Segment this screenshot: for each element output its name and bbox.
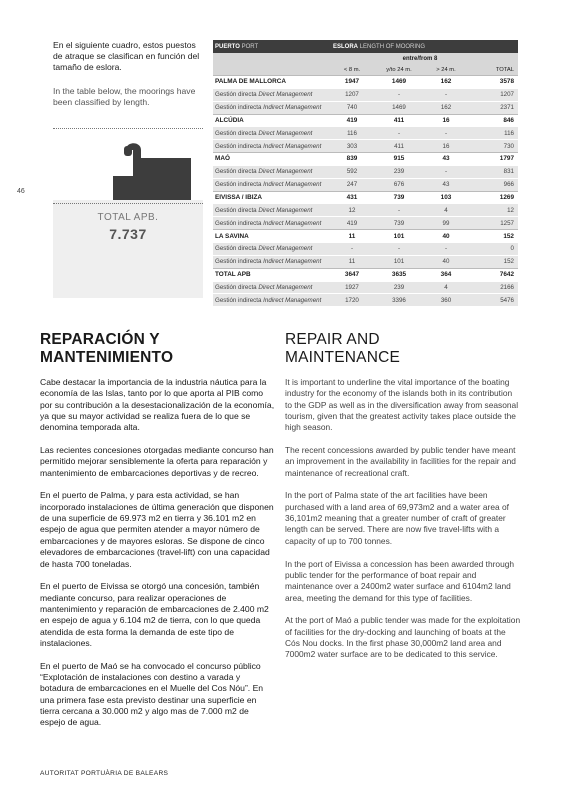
cell-value: - xyxy=(373,242,425,255)
indirect-label-es: Gestión indirecta xyxy=(215,296,262,304)
cell-value: 411 xyxy=(373,140,425,153)
direct-label-es: Gestión directa xyxy=(215,91,257,99)
cell-value: 419 xyxy=(331,217,373,230)
indirect-label-es: Gestión indirecta xyxy=(215,142,262,150)
cell-value: 431 xyxy=(331,191,373,204)
cell-value: 11 xyxy=(331,255,373,268)
table-row-indirect xyxy=(213,178,518,191)
direct-label-en: Direct Management xyxy=(258,168,313,176)
cell-value: 1947 xyxy=(331,76,373,89)
indirect-label-es: Gestión indirecta xyxy=(215,104,262,112)
column-header: < 8 m. xyxy=(331,64,373,76)
total-label: TOTAL APB. xyxy=(97,212,159,223)
mooring-bollard-icon xyxy=(53,136,203,202)
cell-value: 360 xyxy=(425,294,467,306)
cell-value: 101 xyxy=(373,255,425,268)
indirect-label-es: Gestión indirecta xyxy=(215,219,262,227)
table-row-direct xyxy=(213,204,518,217)
table-row-indirect xyxy=(213,140,518,153)
table-row-direct xyxy=(213,127,518,140)
cell-value: 3647 xyxy=(331,268,373,281)
cell-value: 303 xyxy=(331,140,373,153)
cell-value: 101 xyxy=(373,230,425,243)
paragraph: Las recientes concesiones otorgadas mediante concurso han permitido mejorar sensiblemente la oferta para reparación y mantenimiento de embarcaciones deportivas y de recreo. xyxy=(40,445,274,478)
cell-value: 4 xyxy=(425,204,467,217)
cell-value: - xyxy=(425,127,467,140)
port-name: TOTAL APB xyxy=(213,268,331,281)
cell-value: 3635 xyxy=(373,268,425,281)
cell-value: - xyxy=(331,242,373,255)
cell-value: 1469 xyxy=(373,101,425,114)
direct-label-en: Direct Management xyxy=(258,91,313,99)
indirect-label-es: Gestión indirecta xyxy=(215,181,262,189)
cell-value: 739 xyxy=(373,217,425,230)
cell-value: 16 xyxy=(425,140,467,153)
cell-value: 411 xyxy=(373,114,425,127)
intro-text-en: In the table below, the moorings have been classified by length. xyxy=(53,86,196,107)
cell-value: 2166 xyxy=(467,281,518,294)
cell-value: 831 xyxy=(467,165,518,178)
direct-label-en: Direct Management xyxy=(258,245,313,253)
cell-value: 3578 xyxy=(467,76,518,89)
total-value: 7.737 xyxy=(109,226,147,242)
cell-value: 40 xyxy=(425,255,467,268)
direct-label-en: Direct Management xyxy=(258,129,313,137)
section-title-en xyxy=(285,331,525,367)
cell-value: 1720 xyxy=(331,294,373,306)
direct-label-es: Gestión directa xyxy=(215,206,257,214)
port-name: LA SAVINA xyxy=(213,230,331,243)
cell-value: 12 xyxy=(467,204,518,217)
table-row-direct xyxy=(213,242,518,255)
cell-value: 11 xyxy=(331,230,373,243)
port-name: EIVISSA / IBIZA xyxy=(213,191,331,204)
table-row-port xyxy=(213,153,518,166)
cell-value: 152 xyxy=(467,230,518,243)
paragraph: In the port of Palma state of the art facilities have been purchased with a land area of 69,973m2 and a water area of 36,101m2 meaning that a greater number of craft of greater length can be served. There are now five travel-lifts with a capacity of up to 700 tonnes. xyxy=(285,490,509,546)
title-line: REPAIR AND xyxy=(285,331,380,348)
cell-value: 116 xyxy=(331,127,373,140)
length-header-en: LENGTH OF MOORING xyxy=(359,43,426,50)
between-header: entre/from 8 xyxy=(373,53,467,64)
cell-value: 16 xyxy=(425,114,467,127)
cell-value: 419 xyxy=(331,114,373,127)
direct-label-es: Gestión directa xyxy=(215,245,257,253)
paragraph: The recent concessions awarded by public tender have meant an improvement in the availability in facilities for the repair and maintenance of recreational craft. xyxy=(285,445,516,478)
cell-value: 43 xyxy=(425,153,467,166)
cell-value: 3396 xyxy=(373,294,425,306)
column-header: > 24 m. xyxy=(425,64,467,76)
table-row-indirect xyxy=(213,294,518,306)
cell-value: 4 xyxy=(425,281,467,294)
table-row-indirect xyxy=(213,217,518,230)
column-header: y/to 24 m. xyxy=(373,64,425,76)
body-text-es xyxy=(40,377,275,740)
cell-value: 846 xyxy=(467,114,518,127)
cell-value: 5476 xyxy=(467,294,518,306)
indirect-label-en: Indirect Management xyxy=(263,296,322,304)
cell-value: 239 xyxy=(373,281,425,294)
cell-value: - xyxy=(373,127,425,140)
direct-label-es: Gestión directa xyxy=(215,168,257,176)
table-subheader-row xyxy=(213,64,518,76)
cell-value: 247 xyxy=(331,178,373,191)
indirect-label-en: Indirect Management xyxy=(263,219,322,227)
footer-publisher: AUTORITAT PORTUÀRIA DE BALEARS xyxy=(40,770,169,777)
table-row-direct xyxy=(213,281,518,294)
title-line: MAINTENANCE xyxy=(285,349,401,366)
table-row-port xyxy=(213,114,518,127)
table-row-port xyxy=(213,76,518,89)
cell-value: 966 xyxy=(467,178,518,191)
port-name: PALMA DE MALLORCA xyxy=(213,76,331,89)
table-row-port xyxy=(213,268,518,281)
cell-value: 2371 xyxy=(467,101,518,114)
table-row-port xyxy=(213,230,518,243)
cell-value: 116 xyxy=(467,127,518,140)
cell-value: 730 xyxy=(467,140,518,153)
port-header-en: PORT xyxy=(241,43,259,50)
paragraph: In the port of Eivissa a concession has been awarded through public tender for the performance of boat repair and maintenance over a 2400m2 water surface and 6104m2 land area, meeting the demand for this type of facilities. xyxy=(285,558,515,603)
cell-value: 839 xyxy=(331,153,373,166)
table-row-indirect xyxy=(213,255,518,268)
cell-value: - xyxy=(373,204,425,217)
cell-value: 43 xyxy=(425,178,467,191)
direct-label-es: Gestión directa xyxy=(215,283,257,291)
table-row-direct xyxy=(213,88,518,101)
direct-label-en: Direct Management xyxy=(258,206,313,214)
divider xyxy=(53,203,203,204)
table-row-port xyxy=(213,191,518,204)
paragraph: At the port of Maó a public tender was made for the exploitation of facilities for the dry-docking and launching of boats at the Cós Nou docks. In the first phase 30,000m2 land area and 7000m2 water surface are to be dedicated to this service. xyxy=(285,615,521,660)
port-header: PUERTO xyxy=(215,43,240,50)
intro-text-es: En el siguiente cuadro, estos puestos de atraque se clasifican en función del tamaño de eslora. xyxy=(53,40,200,72)
indirect-label-es: Gestión indirecta xyxy=(215,258,262,266)
indirect-label-en: Indirect Management xyxy=(263,181,322,189)
cell-value: 1207 xyxy=(467,88,518,101)
indirect-label-en: Indirect Management xyxy=(263,258,322,266)
paragraph: En el puerto de Eivissa se otorgó una concesión, también mediante concurso, para realizar operaciones de mantenimiento y reparación de embarcaciones de 2.400 m2 en espejo de agua y 6.104 m2 de tierra, con lo que queda atendida de esta forma la demanda de este tipo de instalaciones. xyxy=(40,581,269,648)
cell-value: 740 xyxy=(331,101,373,114)
cell-value: 1257 xyxy=(467,217,518,230)
cell-value: 239 xyxy=(373,165,425,178)
cell-value: 1797 xyxy=(467,153,518,166)
paragraph: En el puerto de Palma, y para esta actividad, se han incorporado instalaciones de última generación que disponen de una superficie de 69.973 m2 en tierra y 36.101 m2 en espejo de agua que permiten atender a mayor número de embarcaciones y de mayores esloras. Se dispone de cinco elevadores de embarcaciones (travel-lift) con una capacidad de hasta 700 toneladas. xyxy=(40,490,274,569)
cell-value: 0 xyxy=(467,242,518,255)
cell-value: 103 xyxy=(425,191,467,204)
cell-value: 364 xyxy=(425,268,467,281)
cell-value: 12 xyxy=(331,204,373,217)
port-name: MAÓ xyxy=(213,153,331,166)
indirect-label-en: Indirect Management xyxy=(263,104,322,112)
cell-value: 915 xyxy=(373,153,425,166)
divider xyxy=(53,128,203,129)
paragraph: Cabe destacar la importancia de la industria náutica para la economía de las Islas, tanto por lo que aporta al PIB como por su contribución a la desestacionalización de la economía, ya que su mayor actividad se realiza fuera de lo que se denomina temporada alta. xyxy=(40,377,275,433)
cell-value: - xyxy=(425,88,467,101)
paragraph: En el puerto de Maó se ha convocado el concurso público “Explotación de instalaciones con destino a varada y botadura de embarcaciones en el Muelle del Cos Nóu”. En una primera fase esta previsto destinar una superficie en tierra cercana a 30.000 m2 y algo mas de 7.000 m2 de espejo de agua. xyxy=(40,660,264,728)
title-line: REPARACIÓN Y xyxy=(40,331,160,348)
table-header-row xyxy=(213,40,518,53)
body-text-en xyxy=(285,377,521,672)
paragraph: It is important to underline the vital importance of the boating industry for the economy of the islands both in its contribution to the GDP as well as in the diversification away from seasonal tourism, given that the greatest activity takes place outside the high season. xyxy=(285,377,519,433)
table-subheader-row xyxy=(213,53,518,64)
table-row-indirect xyxy=(213,101,518,114)
table-row-direct xyxy=(213,165,518,178)
direct-label-en: Direct Management xyxy=(258,283,313,291)
cell-value: 162 xyxy=(425,76,467,89)
cell-value: 1469 xyxy=(373,76,425,89)
section-title-es xyxy=(40,331,265,367)
column-header: TOTAL xyxy=(467,64,518,76)
cell-value: 7642 xyxy=(467,268,518,281)
cell-value: - xyxy=(373,88,425,101)
cell-value: 1207 xyxy=(331,88,373,101)
cell-value: 592 xyxy=(331,165,373,178)
moorings-table xyxy=(213,40,518,306)
cell-value: 40 xyxy=(425,230,467,243)
cell-value: 1269 xyxy=(467,191,518,204)
cell-value: 1927 xyxy=(331,281,373,294)
cell-value: 99 xyxy=(425,217,467,230)
port-name: ALCÚDIA xyxy=(213,114,331,127)
title-line: MANTENIMIENTO xyxy=(40,349,174,366)
cell-value: 676 xyxy=(373,178,425,191)
length-header: ESLORA xyxy=(333,43,359,50)
cell-value: - xyxy=(425,165,467,178)
cell-value: 152 xyxy=(467,255,518,268)
cell-value: 162 xyxy=(425,101,467,114)
cell-value: - xyxy=(425,242,467,255)
direct-label-es: Gestión directa xyxy=(215,129,257,137)
indirect-label-en: Indirect Management xyxy=(263,142,322,150)
cell-value: 739 xyxy=(373,191,425,204)
page-number: 46 xyxy=(17,188,25,195)
